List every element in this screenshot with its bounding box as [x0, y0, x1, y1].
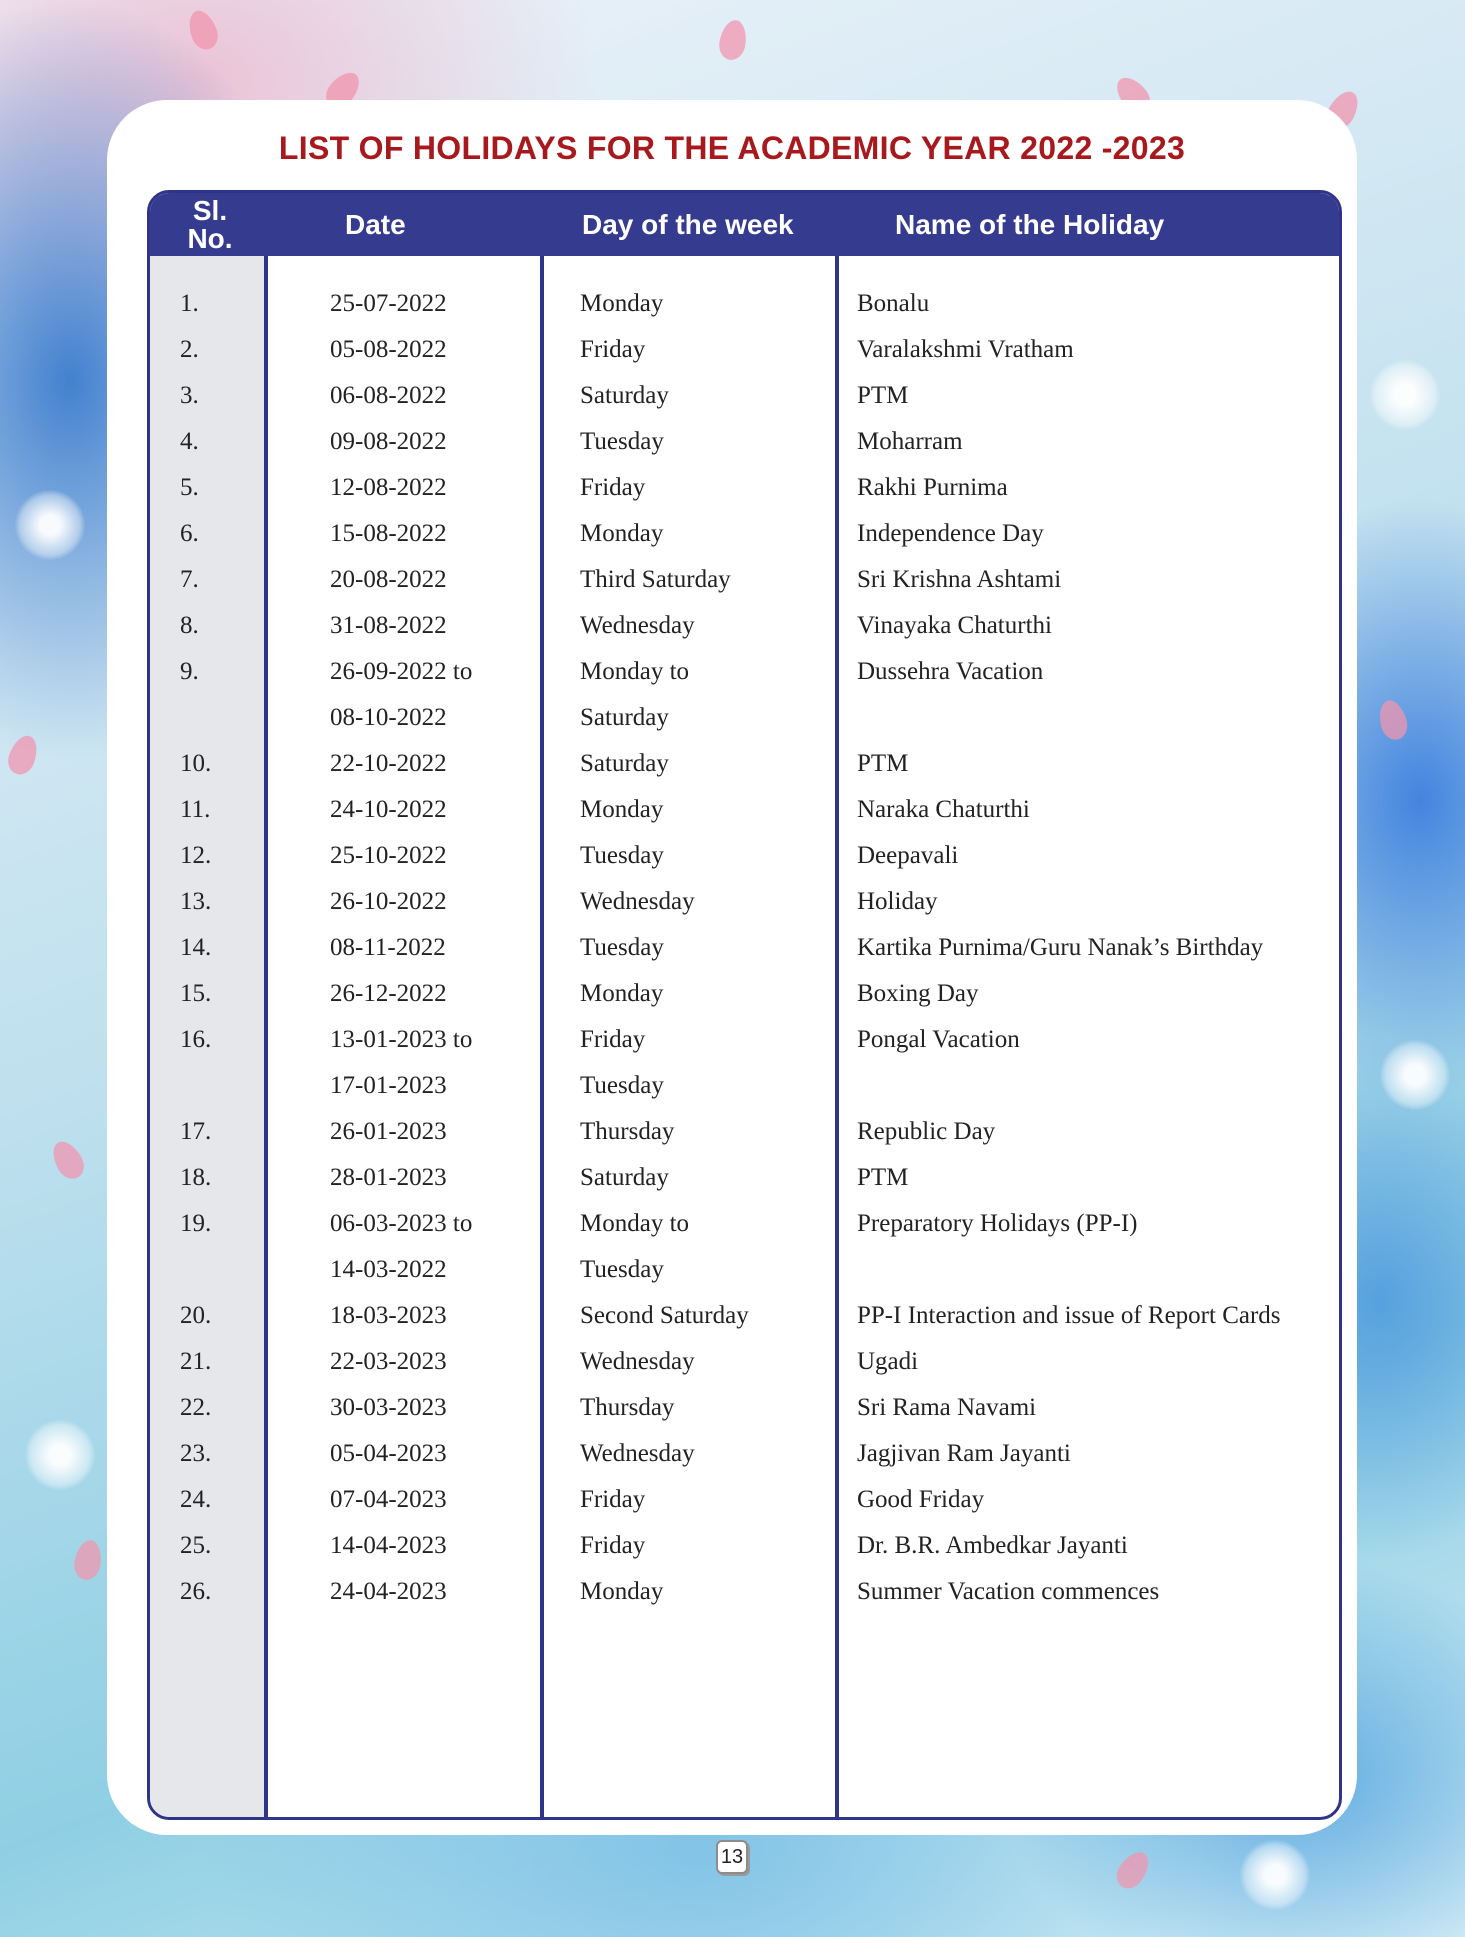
row-number: 5. — [180, 474, 199, 501]
row-number: 21. — [180, 1348, 212, 1375]
table-row — [150, 1474, 1339, 1520]
row-holiday-name: Sri Rama Navami — [857, 1394, 1037, 1421]
row-day: Wednesday — [580, 888, 695, 915]
row-number: 14. — [180, 934, 212, 961]
row-date: 17-01-2023 — [330, 1072, 447, 1099]
row-date: 26-12-2022 — [330, 980, 447, 1007]
row-day: Monday — [580, 520, 664, 547]
row-holiday-name: Good Friday — [857, 1486, 985, 1513]
row-number: 12. — [180, 842, 212, 869]
row-day: Monday — [580, 980, 664, 1007]
row-holiday-name: Moharram — [857, 428, 963, 455]
row-holiday-name: PP-I Interaction and issue of Report Cards — [857, 1302, 1281, 1329]
row-date: 14-03-2022 — [330, 1256, 447, 1283]
row-holiday-name: PTM — [857, 382, 909, 409]
table-row — [150, 370, 1339, 416]
blossom-decoration — [15, 490, 85, 560]
row-date: 08-10-2022 — [330, 704, 447, 731]
table-row — [150, 968, 1339, 1014]
row-day: Saturday — [580, 750, 669, 777]
row-number: 11. — [180, 796, 211, 823]
table-row — [150, 1566, 1339, 1612]
row-date: 05-08-2022 — [330, 336, 447, 363]
row-day: Wednesday — [580, 1348, 695, 1375]
page-number: 13 — [716, 1840, 748, 1874]
row-day: Second Saturday — [580, 1302, 749, 1329]
petal-decoration — [1375, 697, 1410, 742]
table-row — [150, 1520, 1339, 1566]
row-holiday-name: Preparatory Holidays (PP-I) — [857, 1210, 1138, 1237]
row-holiday-name: PTM — [857, 750, 909, 777]
row-date: 26-10-2022 — [330, 888, 447, 915]
row-day: Monday to — [580, 658, 690, 685]
row-number: 24. — [180, 1486, 212, 1513]
row-day: Wednesday — [580, 612, 695, 639]
row-date: 31-08-2022 — [330, 612, 447, 639]
row-day: Tuesday — [580, 428, 664, 455]
table-row — [150, 1060, 1339, 1106]
table-row — [150, 1106, 1339, 1152]
row-day: Third Saturday — [580, 566, 731, 593]
blossom-decoration — [25, 1420, 95, 1490]
row-day: Friday — [580, 1026, 646, 1053]
row-date: 26-01-2023 — [330, 1118, 447, 1145]
petal-decoration — [47, 1136, 90, 1184]
header-date: Date — [345, 208, 406, 240]
row-number: 18. — [180, 1164, 212, 1191]
row-number: 13. — [180, 888, 212, 915]
row-holiday-name: Deepavali — [857, 842, 959, 869]
table-row — [150, 1428, 1339, 1474]
row-holiday-name: Boxing Day — [857, 980, 979, 1007]
row-date: 15-08-2022 — [330, 520, 447, 547]
table-row — [150, 508, 1339, 554]
table-row — [150, 324, 1339, 370]
row-number: 9. — [180, 658, 199, 685]
row-date: 25-07-2022 — [330, 290, 447, 317]
row-date: 09-08-2022 — [330, 428, 447, 455]
header-day: Day of the week — [582, 208, 794, 240]
row-date: 25-10-2022 — [330, 842, 447, 869]
row-holiday-name: Bonalu — [857, 290, 930, 317]
row-number: 10. — [180, 750, 212, 777]
row-date: 28-01-2023 — [330, 1164, 447, 1191]
table-row — [150, 692, 1339, 738]
table-header — [150, 193, 1339, 256]
row-day: Monday — [580, 290, 664, 317]
petal-decoration — [184, 7, 222, 53]
row-date: 30-03-2023 — [330, 1394, 447, 1421]
row-holiday-name: Pongal Vacation — [857, 1026, 1020, 1053]
row-holiday-name: Jagjivan Ram Jayanti — [857, 1440, 1071, 1467]
row-number: 6. — [180, 520, 199, 547]
table-row — [150, 646, 1339, 692]
petal-decoration — [717, 18, 750, 62]
table-row — [150, 1336, 1339, 1382]
row-number: 23. — [180, 1440, 212, 1467]
row-number: 7. — [180, 566, 199, 593]
row-number: 4. — [180, 428, 199, 455]
table-row — [150, 1014, 1339, 1060]
blossom-decoration — [1240, 1840, 1310, 1910]
row-number: 15. — [180, 980, 212, 1007]
row-number: 25. — [180, 1532, 212, 1559]
petal-decoration — [4, 732, 42, 778]
row-date: 24-04-2023 — [330, 1578, 447, 1605]
table-row — [150, 738, 1339, 784]
table-row — [150, 1198, 1339, 1244]
row-number: 20. — [180, 1302, 212, 1329]
petal-decoration — [72, 1538, 105, 1582]
row-day: Tuesday — [580, 1072, 664, 1099]
row-day: Wednesday — [580, 1440, 695, 1467]
row-date: 13-01-2023 to — [330, 1026, 473, 1053]
row-day: Saturday — [580, 1164, 669, 1191]
row-day: Monday to — [580, 1210, 690, 1237]
row-day: Friday — [580, 1486, 646, 1513]
row-holiday-name: Dussehra Vacation — [857, 658, 1044, 685]
row-holiday-name: Summer Vacation commences — [857, 1578, 1160, 1605]
row-date: 14-04-2023 — [330, 1532, 447, 1559]
row-date: 12-08-2022 — [330, 474, 447, 501]
row-holiday-name: Varalakshmi Vratham — [857, 336, 1074, 363]
row-number: 8. — [180, 612, 199, 639]
row-day: Monday — [580, 1578, 664, 1605]
row-number: 19. — [180, 1210, 212, 1237]
row-holiday-name: Holiday — [857, 888, 938, 915]
row-day: Monday — [580, 796, 664, 823]
row-date: 08-11-2022 — [330, 934, 446, 961]
row-day: Friday — [580, 1532, 646, 1559]
row-number: 2. — [180, 336, 199, 363]
row-holiday-name: Rakhi Purnima — [857, 474, 1008, 501]
row-date: 18-03-2023 — [330, 1302, 447, 1329]
row-day: Thursday — [580, 1394, 675, 1421]
row-date: 24-10-2022 — [330, 796, 447, 823]
row-date: 06-08-2022 — [330, 382, 447, 409]
blossom-decoration — [1380, 1040, 1450, 1110]
table-body — [150, 278, 1339, 1612]
row-number: 17. — [180, 1118, 212, 1145]
row-day: Friday — [580, 474, 646, 501]
blossom-decoration — [1370, 360, 1440, 430]
row-date: 06-03-2023 to — [330, 1210, 473, 1237]
petal-decoration — [1111, 1846, 1155, 1894]
row-day: Saturday — [580, 382, 669, 409]
header-name: Name of the Holiday — [895, 208, 1165, 240]
row-day: Tuesday — [580, 1256, 664, 1283]
row-holiday-name: Sri Krishna Ashtami — [857, 566, 1062, 593]
row-day: Friday — [580, 336, 646, 363]
row-holiday-name: Dr. B.R. Ambedkar Jayanti — [857, 1532, 1128, 1559]
table-row — [150, 1382, 1339, 1428]
table-row — [150, 462, 1339, 508]
row-holiday-name: PTM — [857, 1164, 909, 1191]
table-row — [150, 922, 1339, 968]
row-date: 26-09-2022 to — [330, 658, 473, 685]
row-number: 16. — [180, 1026, 212, 1053]
header-slno — [150, 193, 270, 256]
row-number: 1. — [180, 290, 199, 317]
row-holiday-name: Kartika Purnima/Guru Nanak’s Birthday — [857, 934, 1264, 961]
table-row — [150, 1152, 1339, 1198]
holiday-table — [147, 190, 1342, 1820]
row-day: Tuesday — [580, 842, 664, 869]
row-holiday-name: Republic Day — [857, 1118, 996, 1145]
row-date: 22-10-2022 — [330, 750, 447, 777]
row-holiday-name: Ugadi — [857, 1348, 919, 1375]
row-day: Saturday — [580, 704, 669, 731]
table-row — [150, 600, 1339, 646]
table-row — [150, 876, 1339, 922]
header-slno-line2: No. — [187, 222, 233, 254]
header-slno-line1: Sl. — [192, 194, 228, 226]
row-date: 20-08-2022 — [330, 566, 447, 593]
table-row — [150, 830, 1339, 876]
row-number: 22. — [180, 1394, 212, 1421]
table-row — [150, 1290, 1339, 1336]
row-date: 22-03-2023 — [330, 1348, 447, 1375]
row-day: Thursday — [580, 1118, 675, 1145]
row-date: 07-04-2023 — [330, 1486, 447, 1513]
row-date: 05-04-2023 — [330, 1440, 447, 1467]
row-number: 26. — [180, 1578, 212, 1605]
row-holiday-name: Vinayaka Chaturthi — [857, 612, 1052, 639]
table-row — [150, 278, 1339, 324]
page-title: LIST OF HOLIDAYS FOR THE ACADEMIC YEAR 2022 -2023 — [278, 130, 1186, 166]
table-row — [150, 784, 1339, 830]
row-holiday-name: Independence Day — [857, 520, 1044, 547]
row-holiday-name: Naraka Chaturthi — [857, 796, 1030, 823]
row-day: Tuesday — [580, 934, 664, 961]
table-row — [150, 416, 1339, 462]
table-row — [150, 554, 1339, 600]
table-row — [150, 1244, 1339, 1290]
row-number: 3. — [180, 382, 199, 409]
